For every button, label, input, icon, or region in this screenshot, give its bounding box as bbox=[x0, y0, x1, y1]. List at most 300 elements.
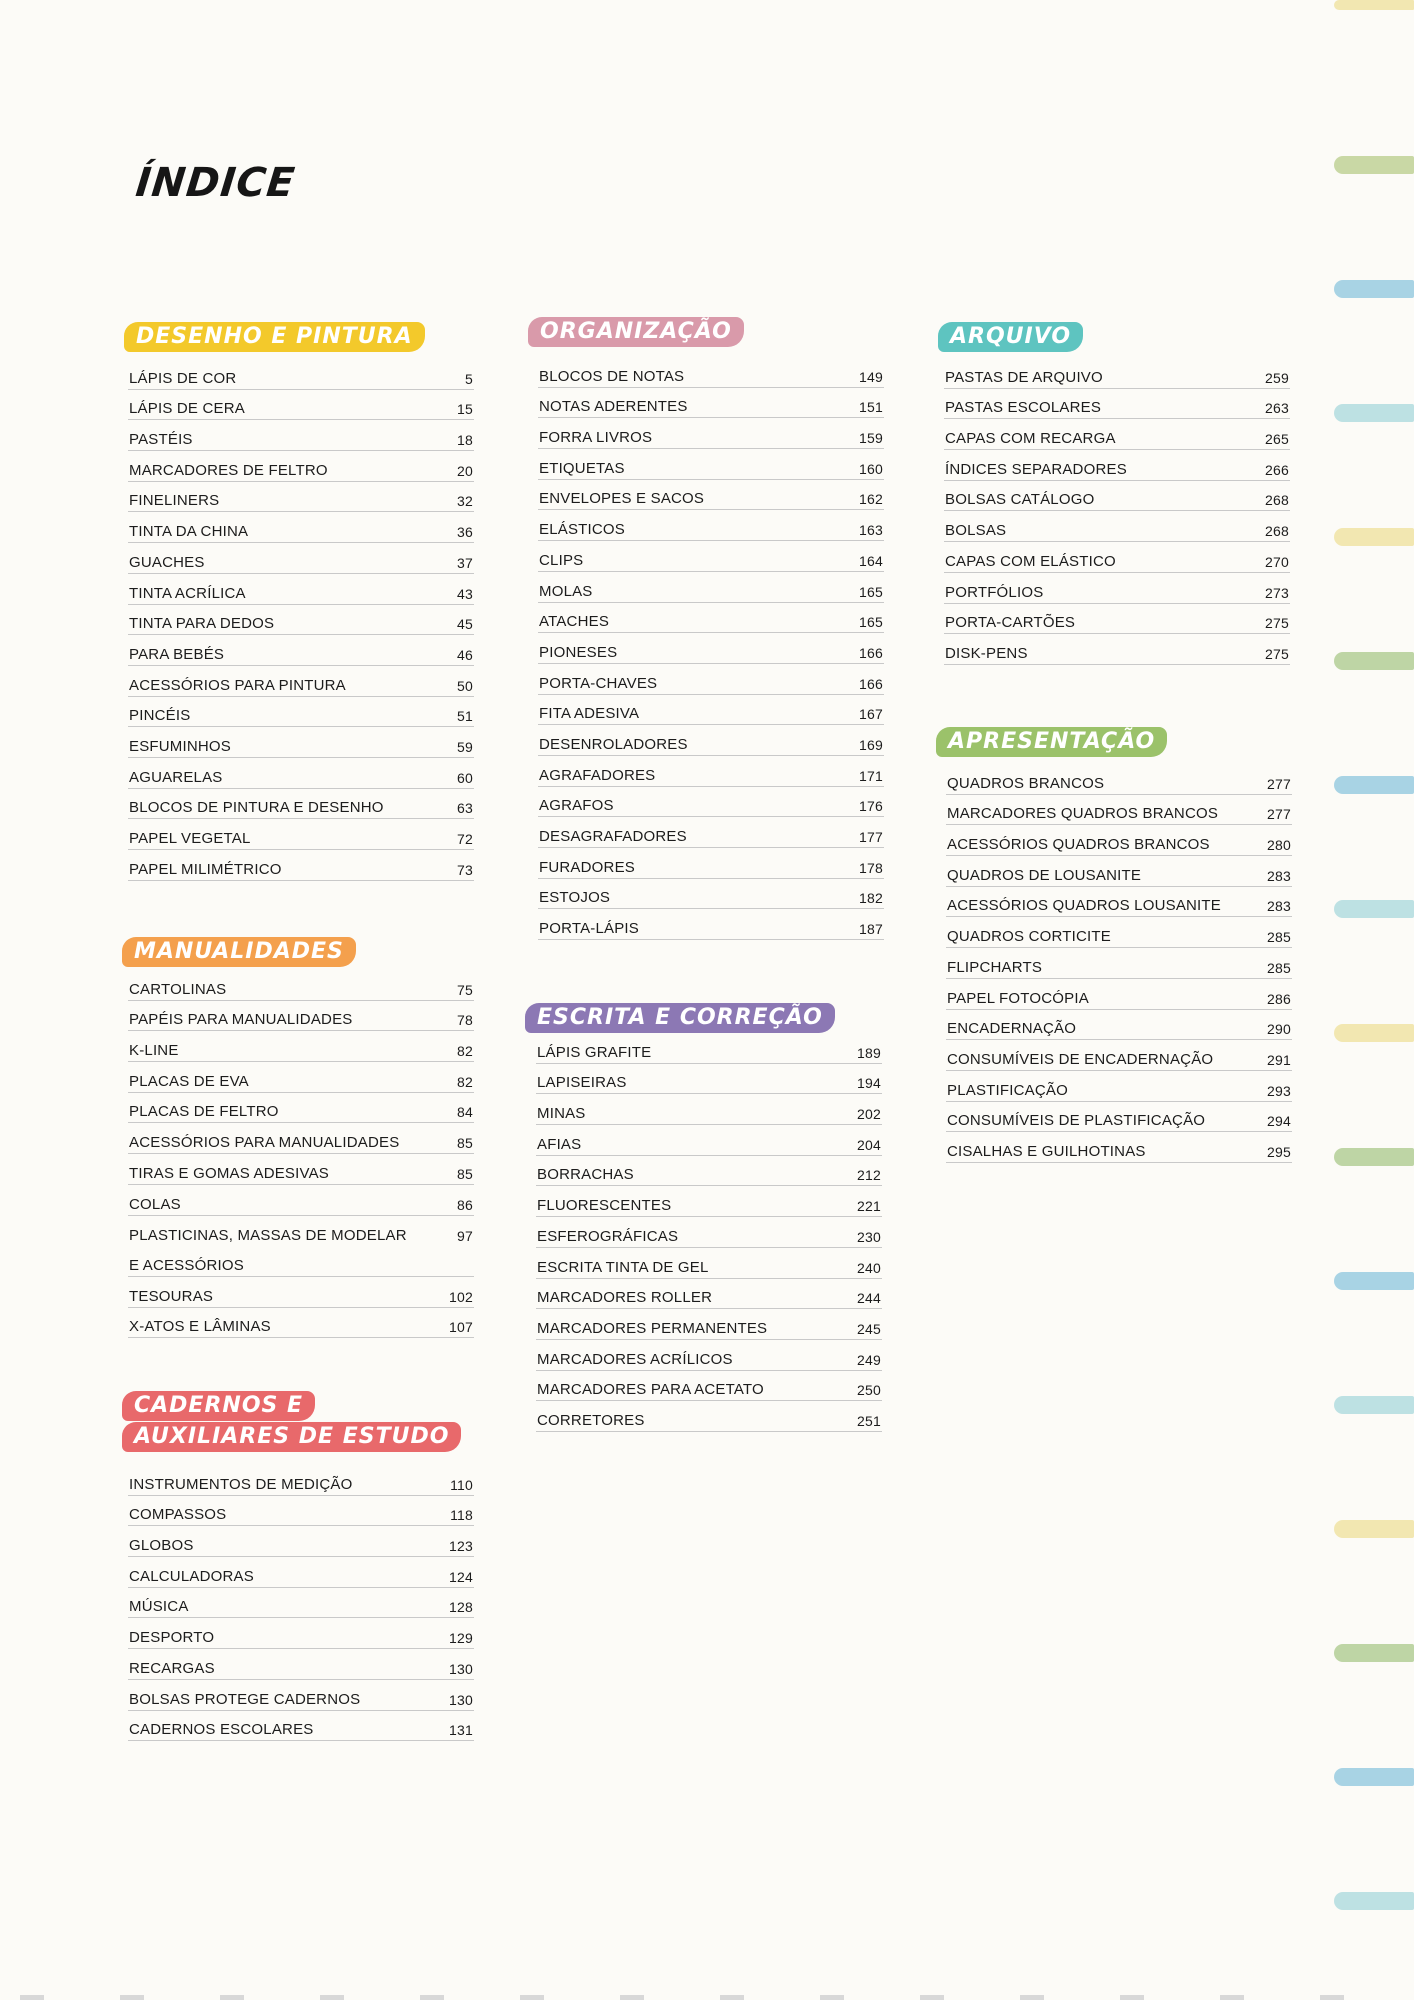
entry-label: PORTA-CARTÕES bbox=[945, 614, 1076, 632]
entry-label: PINCÉIS bbox=[129, 707, 191, 725]
index-entry[interactable] bbox=[128, 697, 474, 728]
index-entry[interactable] bbox=[128, 850, 474, 881]
index-entry[interactable] bbox=[128, 1308, 474, 1339]
index-entry[interactable] bbox=[538, 695, 884, 726]
entry-page-number: 202 bbox=[857, 1106, 881, 1123]
entry-label: AGRAFOS bbox=[539, 797, 614, 815]
side-tab-stripe bbox=[1334, 0, 1414, 10]
index-entry[interactable] bbox=[538, 817, 884, 848]
bottom-dash bbox=[520, 1995, 544, 2000]
index-entry[interactable] bbox=[944, 634, 1290, 665]
section-heading: MANUALIDADES bbox=[122, 937, 356, 967]
entry-page-number: 149 bbox=[859, 368, 883, 385]
entry-page-number: 32 bbox=[457, 493, 473, 510]
index-entry[interactable] bbox=[946, 1040, 1292, 1071]
entry-page-number: 166 bbox=[859, 644, 883, 661]
entry-page-number: 204 bbox=[857, 1136, 881, 1153]
index-entry[interactable] bbox=[128, 758, 474, 789]
index-entry[interactable] bbox=[946, 887, 1292, 918]
index-entry[interactable] bbox=[128, 1465, 474, 1496]
index-entry[interactable] bbox=[128, 1093, 474, 1124]
entry-page-number: 75 bbox=[457, 981, 473, 998]
index-entry[interactable] bbox=[536, 1309, 882, 1340]
entry-page-number: 263 bbox=[1265, 400, 1289, 417]
entry-label: LÁPIS DE CERA bbox=[129, 400, 245, 418]
entry-page-number: 15 bbox=[457, 401, 473, 418]
entry-page-number: 291 bbox=[1267, 1051, 1291, 1068]
index-entry[interactable] bbox=[946, 948, 1292, 979]
entry-label: DISK-PENS bbox=[945, 644, 1028, 662]
entry-label: ENCADERNAÇÃO bbox=[947, 1020, 1077, 1038]
index-entry[interactable] bbox=[536, 1125, 882, 1156]
entry-label: PLACAS DE FELTRO bbox=[129, 1103, 279, 1121]
entry-page-number: 286 bbox=[1267, 990, 1291, 1007]
index-entry[interactable] bbox=[946, 917, 1292, 948]
section-list bbox=[536, 1033, 882, 1432]
section-list bbox=[538, 357, 884, 940]
index-entry[interactable] bbox=[128, 1123, 474, 1154]
entry-page-number: 20 bbox=[457, 462, 473, 479]
entry-page-number: 73 bbox=[457, 861, 473, 878]
index-entry[interactable] bbox=[128, 1185, 474, 1216]
entry-label: BORRACHAS bbox=[537, 1166, 634, 1184]
entry-label: FINELINERS bbox=[129, 492, 220, 510]
entry-page-number: 167 bbox=[859, 706, 883, 723]
index-entry[interactable] bbox=[538, 848, 884, 879]
bottom-dash bbox=[1120, 1995, 1144, 2000]
index-entry[interactable] bbox=[128, 605, 474, 636]
entry-label: MARCADORES PARA ACETATO bbox=[537, 1381, 764, 1399]
entry-page-number: 124 bbox=[449, 1568, 473, 1585]
entry-page-number: 84 bbox=[457, 1104, 473, 1121]
entry-label: CARTOLINAS bbox=[129, 980, 227, 998]
entry-label: BLOCOS DE NOTAS bbox=[539, 367, 685, 385]
index-entry[interactable] bbox=[946, 1132, 1292, 1163]
entry-label: MINAS bbox=[537, 1105, 586, 1123]
entry-page-number: 163 bbox=[859, 522, 883, 539]
index-entry[interactable] bbox=[128, 1557, 474, 1588]
entry-label: BOLSAS PROTEGE CADERNOS bbox=[129, 1690, 361, 1708]
side-tab-stripe bbox=[1334, 1024, 1414, 1042]
index-entry[interactable] bbox=[538, 572, 884, 603]
index-entry[interactable] bbox=[128, 1711, 474, 1742]
index-entry[interactable] bbox=[538, 787, 884, 818]
index-entry[interactable] bbox=[536, 1401, 882, 1432]
side-tab-stripe bbox=[1334, 1768, 1414, 1786]
entry-page-number: 97 bbox=[457, 1228, 473, 1245]
entry-page-number: 295 bbox=[1267, 1143, 1291, 1160]
entry-label: DESENROLADORES bbox=[539, 735, 688, 753]
entry-page-number: 249 bbox=[857, 1351, 881, 1368]
entry-label: ENVELOPES E SACOS bbox=[539, 490, 705, 508]
index-entry[interactable] bbox=[128, 1618, 474, 1649]
entry-page-number: 110 bbox=[450, 1476, 473, 1493]
entry-label: PLASTICINAS, MASSAS DE MODELAR bbox=[129, 1227, 407, 1245]
entry-page-number: 265 bbox=[1265, 431, 1289, 448]
entry-page-number: 259 bbox=[1265, 369, 1289, 386]
entry-page-number: 230 bbox=[857, 1228, 881, 1245]
entry-label: CORRETORES bbox=[537, 1411, 645, 1429]
section-list bbox=[128, 1465, 474, 1741]
entry-page-number: 82 bbox=[457, 1073, 473, 1090]
entry-label: PORTA-LÁPIS bbox=[539, 920, 640, 938]
index-entry[interactable] bbox=[946, 979, 1292, 1010]
bottom-dash bbox=[820, 1995, 844, 2000]
entry-page-number: 275 bbox=[1265, 645, 1289, 662]
index-entry[interactable] bbox=[128, 1588, 474, 1619]
entry-label: TINTA ACRÍLICA bbox=[129, 584, 246, 602]
entry-page-number: 273 bbox=[1265, 584, 1289, 601]
section-heading: ORGANIZAÇÃO bbox=[528, 317, 744, 347]
index-entry[interactable] bbox=[128, 1496, 474, 1527]
index-entry[interactable] bbox=[538, 449, 884, 480]
section-list bbox=[128, 359, 474, 881]
entry-page-number: 212 bbox=[857, 1167, 881, 1184]
entry-page-number: 102 bbox=[449, 1288, 473, 1305]
entry-label: MARCADORES PERMANENTES bbox=[537, 1319, 768, 1337]
entry-page-number: 187 bbox=[859, 921, 883, 938]
entry-page-number: 250 bbox=[857, 1382, 881, 1399]
index-entry[interactable] bbox=[128, 727, 474, 758]
index-entry[interactable] bbox=[538, 388, 884, 419]
index-entry[interactable] bbox=[536, 1186, 882, 1217]
entry-page-number: 151 bbox=[859, 399, 883, 416]
entry-page-number: 159 bbox=[859, 430, 883, 447]
entry-page-number: 244 bbox=[857, 1290, 881, 1307]
bottom-dash bbox=[720, 1995, 744, 2000]
entry-label: PORTA-CHAVES bbox=[539, 674, 658, 692]
entry-page-number: 118 bbox=[450, 1507, 473, 1524]
entry-label: BOLSAS bbox=[945, 522, 1007, 540]
index-entry[interactable] bbox=[128, 1649, 474, 1680]
entry-page-number: 72 bbox=[457, 831, 473, 847]
entry-page-number: 85 bbox=[457, 1165, 473, 1182]
index-entry[interactable] bbox=[944, 542, 1290, 573]
bottom-dash bbox=[920, 1995, 944, 2000]
entry-label: LÁPIS DE COR bbox=[129, 369, 237, 387]
index-entry[interactable] bbox=[946, 795, 1292, 826]
index-entry[interactable] bbox=[946, 856, 1292, 887]
entry-page-number: 189 bbox=[857, 1044, 881, 1061]
entry-page-number: 107 bbox=[449, 1319, 473, 1336]
index-entry[interactable] bbox=[128, 1246, 474, 1277]
entry-label: NOTAS ADERENTES bbox=[539, 398, 688, 416]
entry-label: PLACAS DE EVA bbox=[129, 1072, 249, 1090]
index-entry[interactable] bbox=[128, 1001, 474, 1032]
entry-label: GUACHES bbox=[129, 553, 205, 571]
index-entry[interactable] bbox=[538, 541, 884, 572]
section-heading: DESENHO E PINTURA bbox=[124, 322, 425, 352]
entry-label: ETIQUETAS bbox=[539, 459, 625, 477]
index-entry[interactable] bbox=[946, 1071, 1292, 1102]
entry-page-number: 275 bbox=[1265, 615, 1289, 632]
index-entry[interactable] bbox=[536, 1156, 882, 1187]
entry-label: MARCADORES ACRÍLICOS bbox=[537, 1350, 733, 1368]
entry-label: ELÁSTICOS bbox=[539, 521, 625, 539]
entry-label: LAPISEIRAS bbox=[537, 1074, 627, 1092]
entry-page-number: 36 bbox=[457, 524, 473, 541]
entry-page-number: 268 bbox=[1265, 523, 1289, 540]
index-entry[interactable] bbox=[536, 1033, 882, 1064]
entry-page-number: 176 bbox=[859, 798, 883, 815]
index-entry[interactable] bbox=[944, 573, 1290, 604]
bottom-dash bbox=[420, 1995, 444, 2000]
entry-label: COMPASSOS bbox=[129, 1506, 227, 1524]
entry-label: QUADROS DE LOUSANITE bbox=[947, 866, 1142, 884]
entry-page-number: 285 bbox=[1267, 929, 1291, 946]
bottom-dash bbox=[1220, 1995, 1244, 2000]
index-entry[interactable] bbox=[128, 512, 474, 543]
index-entry[interactable] bbox=[536, 1094, 882, 1125]
index-entry[interactable] bbox=[128, 819, 474, 850]
index-entry[interactable] bbox=[128, 789, 474, 820]
bottom-dash bbox=[220, 1995, 244, 2000]
bottom-dash bbox=[320, 1995, 344, 2000]
index-entry[interactable] bbox=[946, 1010, 1292, 1041]
entry-label: ESCRITA TINTA DE GEL bbox=[537, 1258, 709, 1276]
index-entry[interactable] bbox=[128, 420, 474, 451]
entry-label: CONSUMÍVEIS DE PLASTIFICAÇÃO bbox=[947, 1112, 1206, 1130]
index-entry[interactable] bbox=[536, 1217, 882, 1248]
side-tab-stripe bbox=[1334, 1520, 1414, 1538]
entry-page-number: 283 bbox=[1267, 867, 1291, 884]
entry-label: TESOURAS bbox=[129, 1287, 214, 1305]
bottom-dash bbox=[20, 1995, 44, 2000]
entry-page-number: 245 bbox=[857, 1320, 881, 1337]
section-heading: APRESENTAÇÃO bbox=[936, 727, 1167, 757]
bottom-dash bbox=[120, 1995, 144, 2000]
entry-label: FLIPCHARTS bbox=[947, 958, 1043, 976]
index-entry[interactable] bbox=[128, 1277, 474, 1308]
index-entry[interactable] bbox=[128, 359, 474, 390]
entry-label: CALCULADORAS bbox=[129, 1567, 254, 1585]
entry-label: MARCADORES DE FELTRO bbox=[129, 461, 328, 479]
entry-page-number: 50 bbox=[457, 677, 473, 694]
entry-page-number: 221 bbox=[857, 1198, 881, 1215]
index-entry[interactable] bbox=[538, 633, 884, 664]
side-tab-stripe bbox=[1334, 900, 1414, 918]
entry-label: PORTFÓLIOS bbox=[945, 583, 1044, 601]
entry-label: AGRAFADORES bbox=[539, 766, 656, 784]
side-tab-stripe bbox=[1334, 280, 1414, 298]
entry-label: CISALHAS E GUILHOTINAS bbox=[947, 1142, 1146, 1160]
entry-page-number: 270 bbox=[1265, 553, 1289, 570]
index-entry[interactable] bbox=[128, 970, 474, 1001]
entry-page-number: 123 bbox=[449, 1538, 473, 1555]
entry-page-number: 293 bbox=[1267, 1082, 1291, 1099]
entry-label: MARCADORES QUADROS BRANCOS bbox=[947, 805, 1219, 823]
entry-page-number: 277 bbox=[1267, 775, 1291, 792]
index-entry[interactable] bbox=[538, 510, 884, 541]
index-entry[interactable] bbox=[536, 1248, 882, 1279]
entry-label: MÚSICA bbox=[129, 1598, 189, 1616]
index-entry[interactable] bbox=[944, 481, 1290, 512]
entry-label: E ACESSÓRIOS bbox=[129, 1256, 244, 1274]
section-heading: ESCRITA E CORREÇÃO bbox=[525, 1003, 835, 1033]
entry-page-number: 285 bbox=[1267, 959, 1291, 976]
index-entry[interactable] bbox=[536, 1279, 882, 1310]
entry-page-number: 166 bbox=[859, 675, 883, 692]
entry-page-number: 129 bbox=[449, 1630, 473, 1647]
entry-label: PASTAS DE ARQUIVO bbox=[945, 368, 1103, 386]
entry-label: ESTOJOS bbox=[539, 889, 611, 907]
entry-page-number: 43 bbox=[457, 585, 473, 602]
entry-page-number: 240 bbox=[857, 1259, 881, 1276]
entry-label: INSTRUMENTOS DE MEDIÇÃO bbox=[129, 1475, 353, 1493]
index-entry[interactable] bbox=[944, 450, 1290, 481]
entry-page-number: 182 bbox=[859, 890, 883, 907]
entry-label: MOLAS bbox=[539, 582, 593, 600]
entry-label: AFIAS bbox=[537, 1135, 582, 1153]
entry-page-number: 283 bbox=[1267, 898, 1291, 915]
entry-page-number: 86 bbox=[457, 1196, 473, 1213]
entry-label: PAPEL VEGETAL bbox=[129, 830, 251, 847]
side-tab-stripe bbox=[1334, 652, 1414, 670]
side-tab-stripe bbox=[1334, 1892, 1414, 1910]
entry-label: ACESSÓRIOS QUADROS BRANCOS bbox=[947, 836, 1210, 854]
entry-page-number: 130 bbox=[449, 1691, 473, 1708]
entry-label: GLOBOS bbox=[129, 1537, 194, 1555]
index-entry[interactable] bbox=[128, 1062, 474, 1093]
entry-label: COLAS bbox=[129, 1195, 181, 1213]
entry-label: QUADROS BRANCOS bbox=[947, 774, 1105, 792]
index-entry[interactable] bbox=[946, 764, 1292, 795]
index-entry[interactable] bbox=[128, 635, 474, 666]
entry-page-number: 131 bbox=[449, 1722, 473, 1739]
index-entry[interactable] bbox=[128, 1526, 474, 1557]
entry-page-number: 194 bbox=[857, 1075, 881, 1092]
entry-label: CLIPS bbox=[539, 551, 584, 569]
index-entry[interactable] bbox=[538, 418, 884, 449]
entry-page-number: 165 bbox=[859, 614, 883, 631]
entry-page-number: 37 bbox=[457, 554, 473, 571]
index-entry[interactable] bbox=[538, 909, 884, 940]
entry-page-number: 290 bbox=[1267, 1021, 1291, 1038]
side-tab-stripe bbox=[1334, 776, 1414, 794]
entry-label: LÁPIS GRAFITE bbox=[537, 1043, 652, 1061]
entry-label: PIONESES bbox=[539, 643, 618, 661]
index-entry[interactable] bbox=[944, 419, 1290, 450]
index-entry[interactable] bbox=[538, 357, 884, 388]
entry-label: FITA ADESIVA bbox=[539, 705, 640, 723]
entry-label: ACESSÓRIOS PARA PINTURA bbox=[129, 676, 346, 694]
section-list bbox=[944, 358, 1290, 665]
entry-page-number: 169 bbox=[859, 736, 883, 753]
entry-label: MARCADORES ROLLER bbox=[537, 1289, 713, 1307]
entry-label: ÍNDICES SEPARADORES bbox=[945, 460, 1127, 478]
index-entry[interactable] bbox=[538, 664, 884, 695]
section-heading: ARQUIVO bbox=[938, 322, 1083, 352]
index-entry[interactable] bbox=[538, 480, 884, 511]
entry-label: PAPÉIS PARA MANUALIDADES bbox=[129, 1011, 353, 1029]
entry-label: ESFUMINHOS bbox=[129, 737, 232, 755]
index-entry[interactable] bbox=[538, 756, 884, 787]
index-entry[interactable] bbox=[128, 574, 474, 605]
index-entry[interactable] bbox=[128, 543, 474, 574]
section-heading: AUXILIARES DE ESTUDO bbox=[122, 1422, 461, 1452]
index-entry[interactable] bbox=[536, 1371, 882, 1402]
section-list bbox=[128, 970, 474, 1338]
index-entry[interactable] bbox=[128, 1680, 474, 1711]
bottom-dash bbox=[1020, 1995, 1044, 2000]
entry-page-number: 280 bbox=[1267, 837, 1291, 854]
index-entry[interactable] bbox=[538, 603, 884, 634]
entry-label: FORRA LIVROS bbox=[539, 429, 653, 447]
entry-page-number: 59 bbox=[457, 738, 473, 755]
entry-label: CADERNOS ESCOLARES bbox=[129, 1721, 314, 1739]
entry-label: PAPEL FOTOCÓPIA bbox=[947, 989, 1089, 1007]
entry-label: FLUORESCENTES bbox=[537, 1197, 672, 1215]
index-entry[interactable] bbox=[128, 666, 474, 697]
bottom-dash bbox=[620, 1995, 644, 2000]
side-tab-stripe bbox=[1334, 1148, 1414, 1166]
index-entry[interactable] bbox=[128, 451, 474, 482]
entry-page-number: 268 bbox=[1265, 492, 1289, 509]
entry-label: TINTA PARA DEDOS bbox=[129, 615, 275, 633]
index-entry[interactable] bbox=[128, 390, 474, 421]
entry-label: K-LINE bbox=[129, 1042, 179, 1060]
index-entry[interactable] bbox=[944, 511, 1290, 542]
entry-label: FURADORES bbox=[539, 858, 635, 876]
side-tab-stripe bbox=[1334, 404, 1414, 422]
entry-page-number: 177 bbox=[859, 829, 883, 845]
index-entry[interactable] bbox=[946, 1102, 1292, 1133]
entry-label: QUADROS CORTICITE bbox=[947, 928, 1111, 946]
entry-page-number: 171 bbox=[859, 767, 883, 784]
side-tab-stripe bbox=[1334, 1272, 1414, 1290]
entry-page-number: 128 bbox=[449, 1599, 473, 1616]
entry-page-number: 130 bbox=[449, 1660, 473, 1677]
entry-page-number: 294 bbox=[1267, 1113, 1291, 1130]
entry-page-number: 85 bbox=[457, 1135, 473, 1152]
entry-page-number: 82 bbox=[457, 1043, 473, 1060]
entry-label: PASTÉIS bbox=[129, 431, 193, 449]
index-entry[interactable] bbox=[946, 825, 1292, 856]
entry-label: PASTAS ESCOLARES bbox=[945, 399, 1102, 417]
entry-label: DESPORTO bbox=[129, 1629, 215, 1647]
index-entry[interactable] bbox=[128, 482, 474, 513]
index-entry[interactable] bbox=[128, 1031, 474, 1062]
side-tab-stripe bbox=[1334, 1396, 1414, 1414]
entry-label: BLOCOS DE PINTURA E DESENHO bbox=[129, 799, 384, 817]
entry-page-number: 18 bbox=[457, 432, 473, 449]
entry-page-number: 165 bbox=[859, 583, 883, 600]
index-entry[interactable] bbox=[536, 1340, 882, 1371]
section-heading: CADERNOS E bbox=[122, 1391, 315, 1421]
entry-label: BOLSAS CATÁLOGO bbox=[945, 491, 1095, 509]
section-list bbox=[946, 764, 1292, 1163]
entry-label: ATACHES bbox=[539, 613, 610, 631]
index-entry[interactable] bbox=[128, 1216, 474, 1247]
entry-page-number: 5 bbox=[465, 370, 473, 387]
index-entry[interactable] bbox=[128, 1154, 474, 1185]
index-entry[interactable] bbox=[538, 879, 884, 910]
index-entry[interactable] bbox=[944, 358, 1290, 389]
entry-label: PAPEL MILIMÉTRICO bbox=[129, 860, 282, 878]
entry-page-number: 178 bbox=[859, 859, 883, 876]
entry-label: AGUARELAS bbox=[129, 768, 223, 786]
entry-page-number: 164 bbox=[859, 552, 883, 569]
index-entry[interactable] bbox=[536, 1064, 882, 1095]
entry-page-number: 266 bbox=[1265, 461, 1289, 478]
index-entry[interactable] bbox=[944, 604, 1290, 635]
index-entry[interactable] bbox=[944, 389, 1290, 420]
entry-label: PLASTIFICAÇÃO bbox=[947, 1081, 1068, 1099]
entry-page-number: 45 bbox=[457, 616, 473, 633]
entry-label: ACESSÓRIOS PARA MANUALIDADES bbox=[129, 1134, 400, 1152]
side-tab-stripe bbox=[1334, 528, 1414, 546]
index-entry[interactable] bbox=[538, 725, 884, 756]
